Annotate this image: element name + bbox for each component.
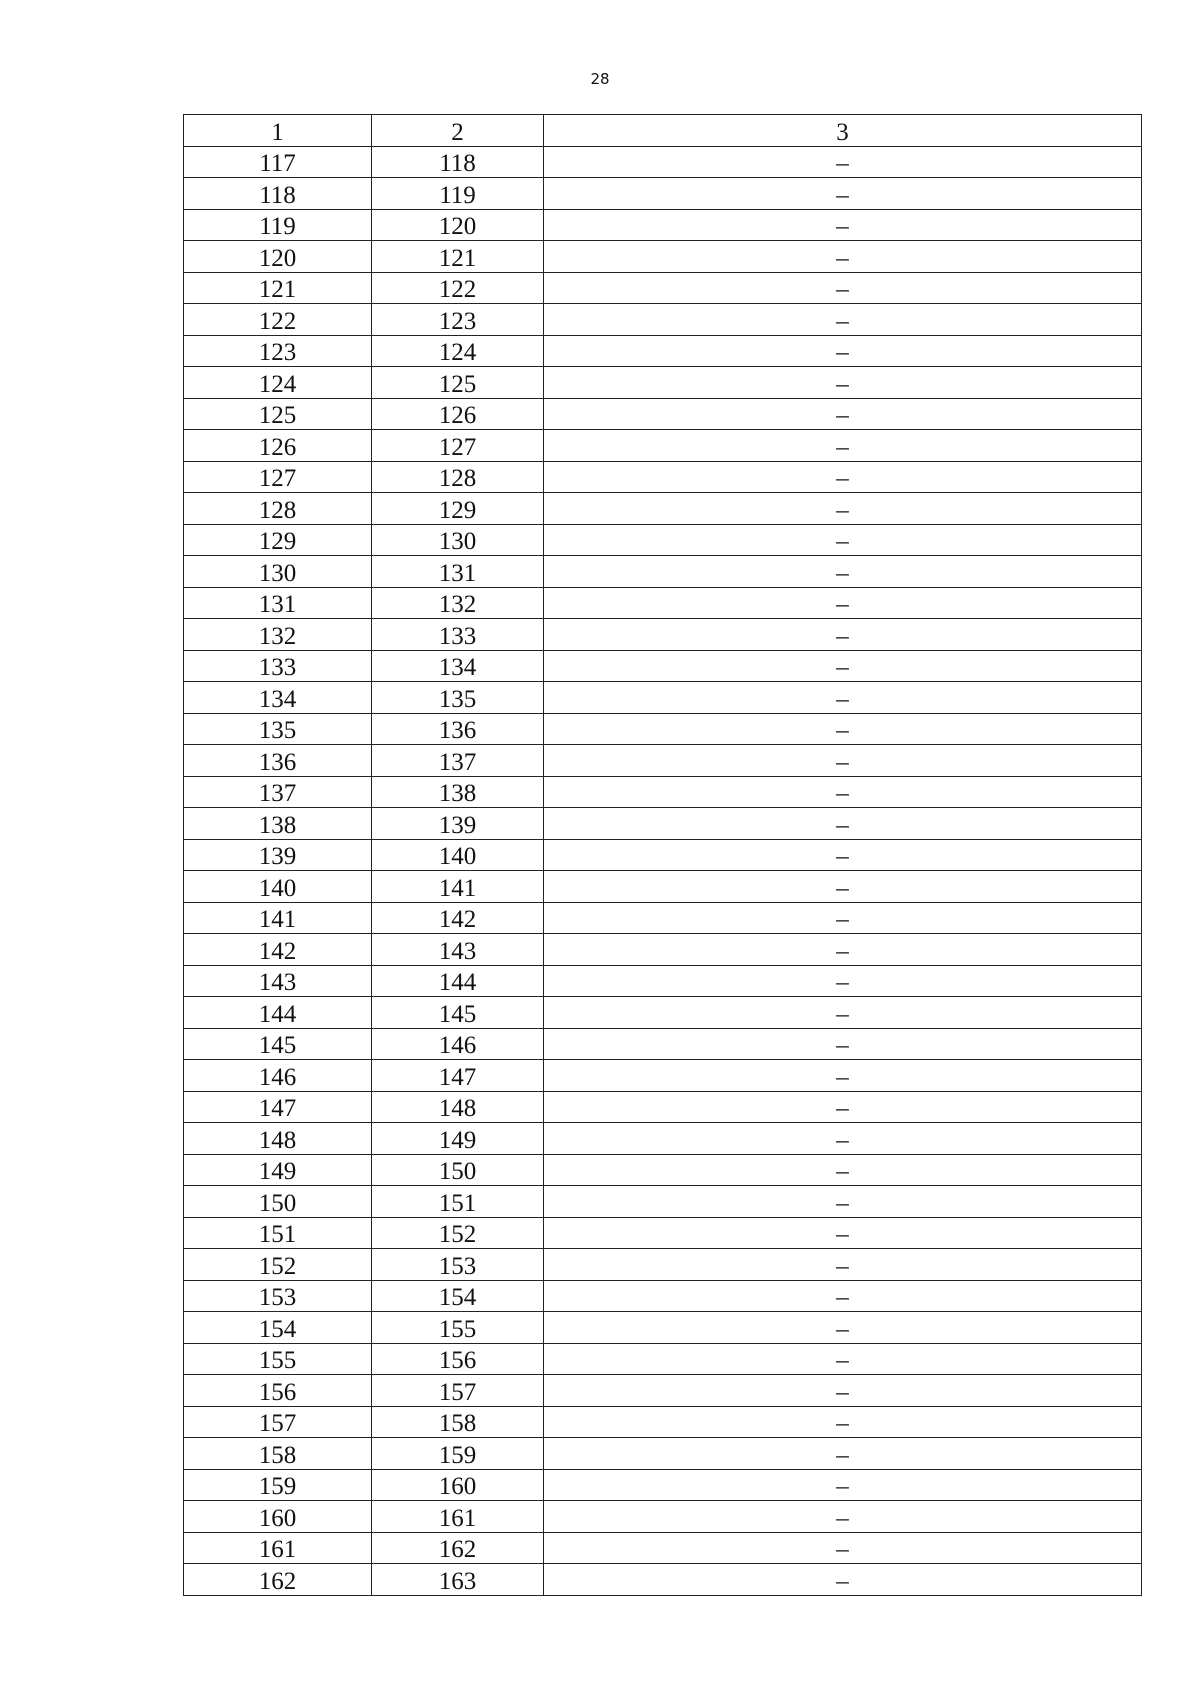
table-cell-col-3: – — [544, 272, 1142, 304]
table-cell-col-1: 136 — [184, 745, 372, 777]
table-row — [184, 1280, 1142, 1312]
page-number: 28 — [590, 70, 610, 88]
table-cell-col-2: 155 — [372, 1312, 544, 1344]
table-cell-col-2: 149 — [372, 1123, 544, 1155]
table-row — [184, 1532, 1142, 1564]
table-cell-col-2: 131 — [372, 556, 544, 588]
table-cell-col-2: 163 — [372, 1564, 544, 1596]
table-cell-col-1: 152 — [184, 1249, 372, 1281]
header-cell-1: 1 — [184, 115, 372, 147]
table-cell-col-3: – — [544, 1028, 1142, 1060]
table-cell-col-1: 146 — [184, 1060, 372, 1092]
table-cell-col-3: – — [544, 556, 1142, 588]
table-cell-col-2: 142 — [372, 902, 544, 934]
table-row — [184, 1469, 1142, 1501]
table-row — [184, 146, 1142, 178]
table-cell-col-3: – — [544, 241, 1142, 273]
table-cell-col-1: 155 — [184, 1343, 372, 1375]
table-cell-col-2: 161 — [372, 1501, 544, 1533]
table-cell-col-1: 129 — [184, 524, 372, 556]
table-cell-col-2: 130 — [372, 524, 544, 556]
table-cell-col-3: – — [544, 1154, 1142, 1186]
table-row — [184, 304, 1142, 336]
table-cell-col-2: 147 — [372, 1060, 544, 1092]
table-cell-col-2: 135 — [372, 682, 544, 714]
table-row — [184, 1217, 1142, 1249]
table-cell-col-3: – — [544, 1564, 1142, 1596]
table-cell-col-2: 119 — [372, 178, 544, 210]
table-cell-col-3: – — [544, 1375, 1142, 1407]
table-cell-col-3: – — [544, 367, 1142, 399]
table-cell-col-2: 132 — [372, 587, 544, 619]
table-cell-col-1: 162 — [184, 1564, 372, 1596]
table-cell-col-2: 123 — [372, 304, 544, 336]
table-cell-col-2: 120 — [372, 209, 544, 241]
table-row — [184, 1249, 1142, 1281]
table-cell-col-2: 121 — [372, 241, 544, 273]
table-cell-col-3: – — [544, 871, 1142, 903]
table-cell-col-2: 153 — [372, 1249, 544, 1281]
table-cell-col-3: – — [544, 493, 1142, 525]
table-cell-col-2: 151 — [372, 1186, 544, 1218]
table-cell-col-3: – — [544, 335, 1142, 367]
table-cell-col-1: 131 — [184, 587, 372, 619]
table-cell-col-1: 137 — [184, 776, 372, 808]
table-cell-col-2: 160 — [372, 1469, 544, 1501]
table-cell-col-3: – — [544, 934, 1142, 966]
table-cell-col-1: 118 — [184, 178, 372, 210]
table-cell-col-1: 149 — [184, 1154, 372, 1186]
table-cell-col-1: 128 — [184, 493, 372, 525]
table-cell-col-3: – — [544, 1280, 1142, 1312]
table-cell-col-3: – — [544, 808, 1142, 840]
table-cell-col-2: 156 — [372, 1343, 544, 1375]
table-row — [184, 871, 1142, 903]
table-row — [184, 1186, 1142, 1218]
table-row — [184, 272, 1142, 304]
table-cell-col-2: 139 — [372, 808, 544, 840]
table-row — [184, 1091, 1142, 1123]
table-cell-col-3: – — [544, 178, 1142, 210]
table-cell-col-2: 118 — [372, 146, 544, 178]
table-row — [184, 682, 1142, 714]
data-table — [183, 114, 1142, 1596]
table-cell-col-2: 145 — [372, 997, 544, 1029]
table-cell-col-2: 124 — [372, 335, 544, 367]
table-row — [184, 1564, 1142, 1596]
table-cell-col-3: – — [544, 682, 1142, 714]
table-cell-col-1: 160 — [184, 1501, 372, 1533]
table-cell-col-3: – — [544, 1469, 1142, 1501]
table-cell-col-1: 141 — [184, 902, 372, 934]
table-cell-col-1: 154 — [184, 1312, 372, 1344]
table-cell-col-2: 137 — [372, 745, 544, 777]
table-cell-col-3: – — [544, 430, 1142, 462]
table-row — [184, 745, 1142, 777]
table-cell-col-3: – — [544, 524, 1142, 556]
table-cell-col-2: 129 — [372, 493, 544, 525]
table-cell-col-1: 130 — [184, 556, 372, 588]
table-cell-col-1: 158 — [184, 1438, 372, 1470]
table-cell-col-2: 138 — [372, 776, 544, 808]
table-cell-col-3: – — [544, 1123, 1142, 1155]
table-cell-col-3: – — [544, 146, 1142, 178]
table-row — [184, 1028, 1142, 1060]
table-cell-col-2: 159 — [372, 1438, 544, 1470]
table-cell-col-2: 140 — [372, 839, 544, 871]
table-cell-col-1: 150 — [184, 1186, 372, 1218]
table-cell-col-3: – — [544, 1091, 1142, 1123]
table-row — [184, 241, 1142, 273]
table-cell-col-2: 162 — [372, 1532, 544, 1564]
table-cell-col-3: – — [544, 1249, 1142, 1281]
table-cell-col-2: 125 — [372, 367, 544, 399]
table-cell-col-1: 135 — [184, 713, 372, 745]
table-row — [184, 1438, 1142, 1470]
table-cell-col-3: – — [544, 902, 1142, 934]
table-row — [184, 556, 1142, 588]
header-cell-2: 2 — [372, 115, 544, 147]
table-row — [184, 1123, 1142, 1155]
table-cell-col-1: 132 — [184, 619, 372, 651]
table-cell-col-2: 143 — [372, 934, 544, 966]
table-cell-col-1: 119 — [184, 209, 372, 241]
table-cell-col-1: 142 — [184, 934, 372, 966]
table-row — [184, 1060, 1142, 1092]
table-cell-col-1: 145 — [184, 1028, 372, 1060]
table-row — [184, 1154, 1142, 1186]
table-cell-col-3: – — [544, 398, 1142, 430]
header-cell-3: 3 — [544, 115, 1142, 147]
table-row — [184, 713, 1142, 745]
table-row — [184, 965, 1142, 997]
table-row — [184, 1343, 1142, 1375]
table-cell-col-2: 144 — [372, 965, 544, 997]
table-row — [184, 493, 1142, 525]
table-cell-col-2: 150 — [372, 1154, 544, 1186]
table-cell-col-1: 144 — [184, 997, 372, 1029]
table-cell-col-1: 120 — [184, 241, 372, 273]
table-cell-col-3: – — [544, 1532, 1142, 1564]
table-cell-col-3: – — [544, 839, 1142, 871]
table-cell-col-1: 151 — [184, 1217, 372, 1249]
table-cell-col-1: 147 — [184, 1091, 372, 1123]
table-cell-col-2: 128 — [372, 461, 544, 493]
table-cell-col-2: 136 — [372, 713, 544, 745]
table-cell-col-1: 156 — [184, 1375, 372, 1407]
table-cell-col-2: 148 — [372, 1091, 544, 1123]
table-header-row — [184, 115, 1142, 147]
table-cell-col-2: 127 — [372, 430, 544, 462]
table-cell-col-3: – — [544, 1343, 1142, 1375]
table-cell-col-3: – — [544, 745, 1142, 777]
table-cell-col-3: – — [544, 997, 1142, 1029]
table-row — [184, 209, 1142, 241]
table-cell-col-2: 133 — [372, 619, 544, 651]
table-cell-col-1: 157 — [184, 1406, 372, 1438]
table-row — [184, 335, 1142, 367]
table-cell-col-2: 146 — [372, 1028, 544, 1060]
table-cell-col-1: 122 — [184, 304, 372, 336]
table-cell-col-1: 121 — [184, 272, 372, 304]
table-row — [184, 178, 1142, 210]
table-cell-col-1: 133 — [184, 650, 372, 682]
table-row — [184, 461, 1142, 493]
table-row — [184, 1312, 1142, 1344]
table-cell-col-3: – — [544, 461, 1142, 493]
table-cell-col-2: 154 — [372, 1280, 544, 1312]
table-cell-col-3: – — [544, 587, 1142, 619]
table-cell-col-3: – — [544, 1501, 1142, 1533]
table-row — [184, 430, 1142, 462]
table-cell-col-2: 126 — [372, 398, 544, 430]
table-cell-col-3: – — [544, 1438, 1142, 1470]
table-cell-col-1: 126 — [184, 430, 372, 462]
table-cell-col-3: – — [544, 304, 1142, 336]
table-cell-col-2: 158 — [372, 1406, 544, 1438]
table-cell-col-1: 127 — [184, 461, 372, 493]
table-cell-col-1: 153 — [184, 1280, 372, 1312]
table-cell-col-2: 157 — [372, 1375, 544, 1407]
table-row — [184, 808, 1142, 840]
table-cell-col-3: – — [544, 1406, 1142, 1438]
table-row — [184, 398, 1142, 430]
table-cell-col-3: – — [544, 1060, 1142, 1092]
table-cell-col-1: 117 — [184, 146, 372, 178]
table-cell-col-1: 159 — [184, 1469, 372, 1501]
table-cell-col-2: 134 — [372, 650, 544, 682]
table-row — [184, 776, 1142, 808]
table-cell-col-3: – — [544, 1186, 1142, 1218]
table-cell-col-1: 138 — [184, 808, 372, 840]
table-row — [184, 997, 1142, 1029]
table-row — [184, 1501, 1142, 1533]
table-cell-col-1: 123 — [184, 335, 372, 367]
table-row — [184, 650, 1142, 682]
table-cell-col-3: – — [544, 209, 1142, 241]
table-cell-col-1: 148 — [184, 1123, 372, 1155]
table-cell-col-3: – — [544, 1217, 1142, 1249]
table-cell-col-1: 134 — [184, 682, 372, 714]
table-cell-col-1: 140 — [184, 871, 372, 903]
table-row — [184, 839, 1142, 871]
table-cell-col-3: – — [544, 776, 1142, 808]
table-cell-col-2: 152 — [372, 1217, 544, 1249]
table-row — [184, 934, 1142, 966]
table-cell-col-3: – — [544, 619, 1142, 651]
table-cell-col-2: 122 — [372, 272, 544, 304]
table-cell-col-2: 141 — [372, 871, 544, 903]
table-cell-col-3: – — [544, 965, 1142, 997]
table-cell-col-3: – — [544, 1312, 1142, 1344]
table-row — [184, 1406, 1142, 1438]
table-cell-col-3: – — [544, 713, 1142, 745]
table-cell-col-1: 143 — [184, 965, 372, 997]
table-cell-col-1: 161 — [184, 1532, 372, 1564]
table-row — [184, 367, 1142, 399]
table-row — [184, 619, 1142, 651]
table-row — [184, 902, 1142, 934]
table-cell-col-1: 125 — [184, 398, 372, 430]
table-row — [184, 524, 1142, 556]
table-row — [184, 587, 1142, 619]
table-cell-col-1: 139 — [184, 839, 372, 871]
table-row — [184, 1375, 1142, 1407]
table-cell-col-1: 124 — [184, 367, 372, 399]
table-body — [184, 115, 1142, 1596]
table-cell-col-3: – — [544, 650, 1142, 682]
